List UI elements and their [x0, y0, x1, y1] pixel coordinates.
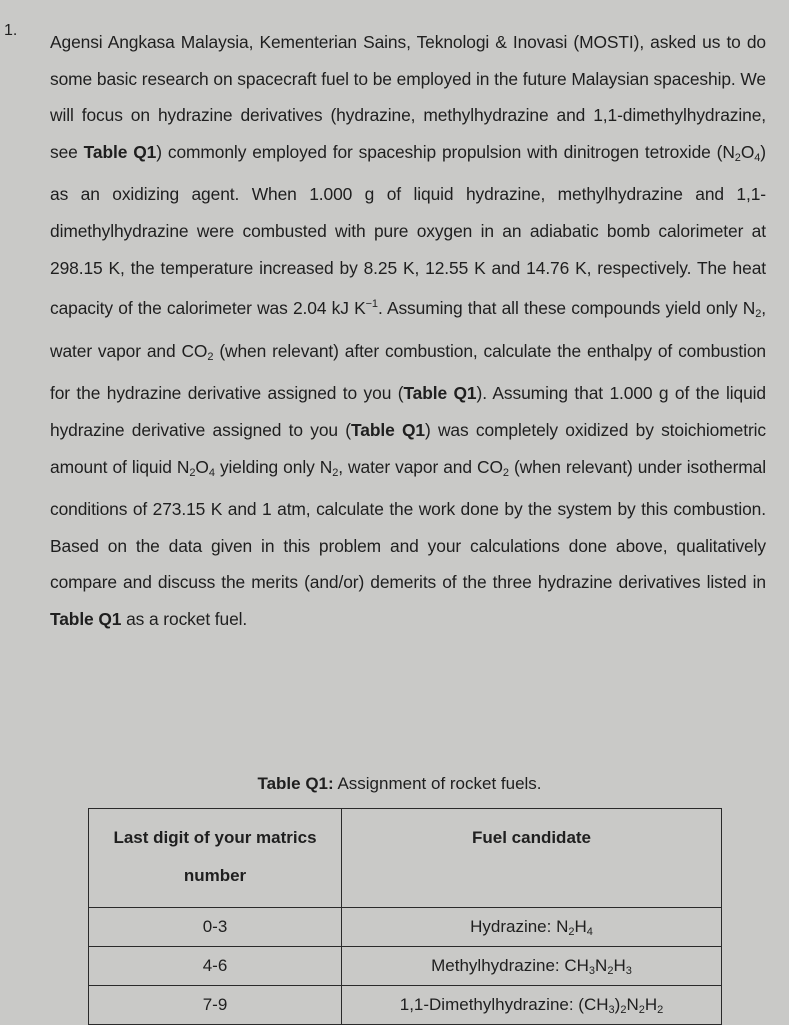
- question-bold-ref: Table Q1: [403, 383, 477, 404]
- fuel-text: ): [614, 994, 621, 1014]
- cell-last-digit: 0-3: [89, 908, 342, 947]
- fuel-text: H: [574, 916, 587, 936]
- question-text: ) as an oxidizing agent. When 1.000 g of liquid hydrazine, methylhydrazine and 1,1-dimethylhydrazine were combusted with pure oxygen in an adiabatic bomb calorimeter at 298.15 K, the temperature increased by 8.25 K, 12.55 K and 14.76 K, respectively. The heat capacity of the calorimeter was 2.04 kJ K: [50, 141, 766, 319]
- table-row: [89, 908, 722, 947]
- table-header-row: [89, 809, 722, 908]
- cell-last-digit: 7-9: [89, 986, 342, 1025]
- question-text: . Assuming that all these compounds yield only N: [377, 298, 756, 319]
- question-subscript: 4: [754, 151, 761, 164]
- fuel-subscript: 2: [607, 964, 614, 977]
- question-text: (when relevant) under isothermal conditions of 273.15 K and 1 atm, calculate the work done by the system by this combustion. Based on the data given in this problem and your calculations done above, qualitatively compare and discuss the merits (and/or) demerits of the three hydrazine derivatives listed in: [50, 456, 766, 593]
- question-bold-ref: Table Q1: [50, 608, 122, 629]
- fuel-subscript: 4: [586, 925, 593, 938]
- fuel-text: H: [613, 955, 626, 975]
- fuel-text: Methylhydrazine: CH: [431, 955, 589, 975]
- header-fuel-candidate: Fuel candidate: [342, 809, 722, 908]
- question-subscript: 4: [208, 466, 215, 479]
- table-caption: [0, 774, 789, 794]
- fuel-subscript: 2: [620, 1003, 627, 1016]
- fuel-text: N: [626, 994, 639, 1014]
- question-number: 1.: [4, 22, 18, 39]
- fuel-text: Hydrazine: N: [470, 916, 569, 936]
- table-body: [89, 908, 722, 1025]
- question-superscript: −1: [365, 298, 378, 311]
- table-row: [89, 986, 722, 1025]
- question-subscript: 2: [755, 308, 762, 321]
- fuel-text: H: [644, 994, 658, 1014]
- question-subscript: 2: [332, 466, 339, 479]
- fuel-subscript: 2: [638, 1003, 645, 1016]
- question-subscript: 2: [734, 151, 741, 164]
- fuel-assignment-table: [88, 808, 722, 1025]
- question-text: O: [195, 456, 209, 477]
- question-text: yielding only N: [214, 456, 333, 477]
- cell-last-digit: 4-6: [89, 947, 342, 986]
- question-subscript: 2: [189, 466, 196, 479]
- question-text: (when relevant) after combustion, calculate the enthalpy of combustion for the hydrazine derivative assigned to you (: [50, 340, 766, 404]
- question-subscript: 2: [207, 350, 214, 363]
- cell-fuel-candidate: [342, 986, 722, 1025]
- question-text: as a rocket fuel.: [121, 608, 248, 629]
- question-text: [50, 24, 766, 638]
- table-caption-text: Assignment of rocket fuels.: [333, 774, 542, 793]
- fuel-text: 1,1-Dimethylhydrazine: (CH: [399, 994, 609, 1014]
- question-bold-ref: Table Q1: [83, 141, 157, 162]
- fuel-subscript: 2: [657, 1003, 664, 1016]
- question-text: ) commonly employed for spaceship propulsion with dinitrogen tetroxide (N: [156, 141, 735, 162]
- question-bold-ref: Table Q1: [351, 419, 425, 440]
- question-subscript: 2: [502, 466, 509, 479]
- question-text: , water vapor and CO: [338, 456, 503, 477]
- fuel-text: N: [595, 955, 608, 975]
- fuel-subscript: 3: [625, 964, 632, 977]
- cell-fuel-candidate: [342, 947, 722, 986]
- question-text: Agensi Angkasa Malaysia, Kementerian Sains, Teknologi & Inovasi (MOSTI), asked us to do some basic research on spacecraft fuel to be employed in the future Malaysian spaceship. We will focus on hydrazine derivatives (hydrazine, methylhydrazine and 1,1-dimethylhydrazine, see: [50, 32, 766, 162]
- table-caption-label: Table Q1:: [257, 774, 334, 793]
- question-text: O: [740, 141, 755, 162]
- question-text: ) was completely oxidized by stoichiometric amount of liquid N: [50, 419, 766, 477]
- question-text: , water vapor and CO: [50, 298, 766, 361]
- table-row: [89, 947, 722, 986]
- fuel-subscript: 2: [568, 925, 575, 938]
- cell-fuel-candidate: [342, 908, 722, 947]
- header-last-digit: Last digit of your matrics number: [89, 809, 342, 908]
- fuel-subscript: 3: [588, 964, 596, 977]
- fuel-subscript: 3: [608, 1003, 615, 1016]
- question-text: ). Assuming that 1.000 g of the liquid hydrazine derivative assigned to you (: [50, 383, 766, 440]
